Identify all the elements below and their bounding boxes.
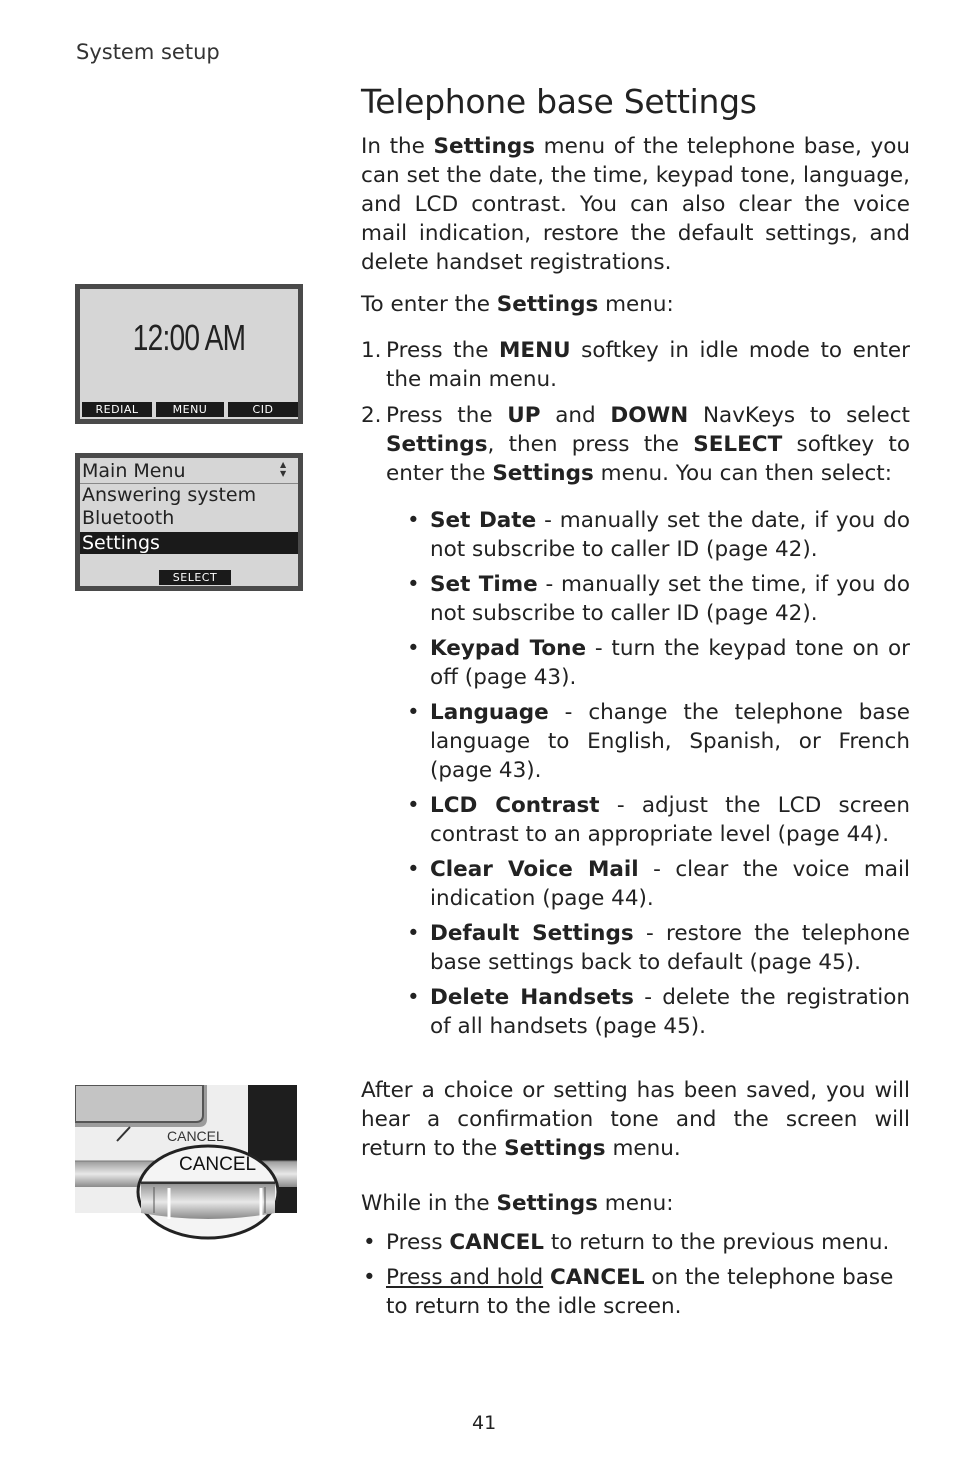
intro-bold: Settings bbox=[433, 134, 536, 159]
softkey-redial: REDIAL bbox=[82, 402, 152, 417]
cancel-text-rest: on the telephone base to return to the idle screen. bbox=[386, 1265, 894, 1319]
softkey-select: SELECT bbox=[159, 570, 231, 585]
softkey-cid: CID bbox=[228, 402, 298, 417]
step-bold: SELECT bbox=[693, 432, 783, 457]
cancel-button-illustration bbox=[75, 1085, 297, 1245]
enter-instruction bbox=[361, 290, 910, 319]
option-item bbox=[407, 919, 910, 977]
scroll-up-icon: ▲ bbox=[280, 460, 287, 469]
option-item bbox=[407, 570, 910, 628]
cancel-text-rest: to return to the previous menu. bbox=[544, 1230, 890, 1255]
after-text: After a choice or setting has been saved, you will hear a confirmation tone and the screen will return to the bbox=[361, 1078, 910, 1161]
bullet: • bbox=[363, 1265, 376, 1290]
menu-item-bluetooth: Bluetooth bbox=[82, 507, 175, 529]
option-desc: - clear the voice mail indication (page 44). bbox=[430, 857, 910, 911]
cancel-list bbox=[363, 1228, 910, 1321]
option-item bbox=[407, 791, 910, 849]
option-name: Set Date bbox=[430, 508, 537, 533]
option-item bbox=[407, 855, 910, 913]
step-number: 1. bbox=[361, 338, 382, 363]
step-text: Press the bbox=[386, 403, 508, 428]
cancel-bold: CANCEL bbox=[449, 1230, 544, 1255]
option-name: LCD Contrast bbox=[430, 793, 600, 818]
step-bold: UP bbox=[507, 403, 541, 428]
after-text-rest: menu. bbox=[605, 1136, 681, 1161]
step-text: and bbox=[540, 403, 611, 428]
while-text-rest: menu: bbox=[597, 1191, 674, 1216]
step-2 bbox=[361, 401, 910, 488]
settings-options-list bbox=[407, 506, 911, 1041]
step-text: NavKeys to select bbox=[688, 403, 910, 428]
step-bold: MENU bbox=[499, 338, 571, 363]
cancel-space bbox=[543, 1265, 550, 1290]
step-bold: Settings bbox=[386, 432, 488, 457]
option-name: Keypad Tone bbox=[430, 636, 587, 661]
bullet: • bbox=[407, 700, 420, 725]
step-text: softkey in idle mode to enter the main menu. bbox=[386, 338, 910, 392]
step-text: menu. You can then select: bbox=[593, 461, 892, 486]
menu-heading: Main Menu bbox=[82, 460, 186, 482]
bullet: • bbox=[407, 636, 420, 661]
page-number: 41 bbox=[472, 1412, 497, 1434]
option-desc: - change the telephone base language to English, Spanish, or French (page 43). bbox=[430, 700, 910, 783]
scroll-arrows-icon bbox=[280, 460, 286, 478]
lcd-menu-display bbox=[80, 458, 298, 586]
option-desc: - manually set the date, if you do not subscribe to caller ID (page 42). bbox=[430, 508, 910, 562]
step-bold: DOWN bbox=[610, 403, 689, 428]
softkey-menu: MENU bbox=[156, 402, 224, 417]
scroll-down-icon: ▼ bbox=[280, 469, 287, 478]
option-item bbox=[407, 983, 910, 1041]
step-1 bbox=[361, 336, 910, 394]
cancel-underline: Press and hold bbox=[386, 1265, 544, 1290]
while-bold: Settings bbox=[496, 1191, 598, 1216]
steps-list bbox=[361, 336, 910, 488]
cancel-label-small: CANCEL bbox=[167, 1128, 224, 1144]
option-desc: - delete the registration of all handsets (page 45). bbox=[430, 985, 910, 1039]
option-name: Set Time bbox=[430, 572, 538, 597]
bullet: • bbox=[363, 1230, 376, 1255]
lcd-idle-display bbox=[80, 289, 298, 419]
bullet: • bbox=[407, 985, 420, 1010]
menu-item-answering: Answering system bbox=[82, 484, 257, 506]
option-name: Delete Handsets bbox=[430, 985, 634, 1010]
option-desc: - turn the keypad tone on or off (page 43). bbox=[430, 636, 911, 690]
after-paragraph bbox=[361, 1076, 910, 1163]
step-text: Press the bbox=[386, 338, 500, 363]
option-item bbox=[407, 506, 910, 564]
enter-text: To enter the bbox=[361, 292, 497, 317]
bullet: • bbox=[407, 921, 420, 946]
step-text: , then press the bbox=[487, 432, 694, 457]
option-item bbox=[407, 634, 911, 692]
bullet: • bbox=[407, 857, 420, 882]
bullet: • bbox=[407, 572, 420, 597]
cancel-item bbox=[363, 1228, 910, 1257]
cancel-item bbox=[363, 1263, 910, 1321]
while-text: While in the bbox=[361, 1191, 497, 1216]
lcd-menu-screen bbox=[75, 453, 303, 591]
option-name: Clear Voice Mail bbox=[430, 857, 639, 882]
bullet: • bbox=[407, 508, 420, 533]
option-name: Default Settings bbox=[430, 921, 634, 946]
intro-text-rest: menu of the telephone base, you can set the date, the time, keypad tone, language, and LCD contrast. You can also clear the voice mail indication, restore the default settings, and delete handset registrations. bbox=[361, 134, 911, 275]
option-name: Language bbox=[430, 700, 549, 725]
step-bold: Settings bbox=[492, 461, 594, 486]
section-header: System setup bbox=[76, 40, 220, 64]
intro-paragraph bbox=[361, 132, 910, 277]
option-item bbox=[407, 698, 910, 785]
enter-bold: Settings bbox=[496, 292, 599, 317]
cancel-label-large: CANCEL bbox=[179, 1154, 257, 1175]
clock-display: 12:00 AM bbox=[132, 317, 246, 358]
page-title: Telephone base Settings bbox=[361, 82, 757, 121]
bullet: • bbox=[407, 793, 420, 818]
enter-text-rest: menu: bbox=[598, 292, 674, 317]
menu-item-settings-selected: Settings bbox=[80, 532, 298, 554]
lcd-idle-screen bbox=[75, 284, 303, 424]
while-paragraph bbox=[361, 1189, 910, 1218]
step-text: softkey to enter the bbox=[386, 432, 910, 486]
option-desc: - adjust the LCD screen contrast to an appropriate level (page 44). bbox=[430, 793, 910, 847]
step-number: 2. bbox=[361, 403, 382, 428]
cancel-text: Press bbox=[386, 1230, 450, 1255]
option-desc: - restore the telephone base settings back to default (page 45). bbox=[430, 921, 910, 975]
after-bold: Settings bbox=[504, 1136, 606, 1161]
cancel-bold: CANCEL bbox=[549, 1265, 645, 1290]
option-desc: - manually set the time, if you do not subscribe to caller ID (page 42). bbox=[430, 572, 910, 626]
intro-text: In the bbox=[361, 134, 434, 159]
